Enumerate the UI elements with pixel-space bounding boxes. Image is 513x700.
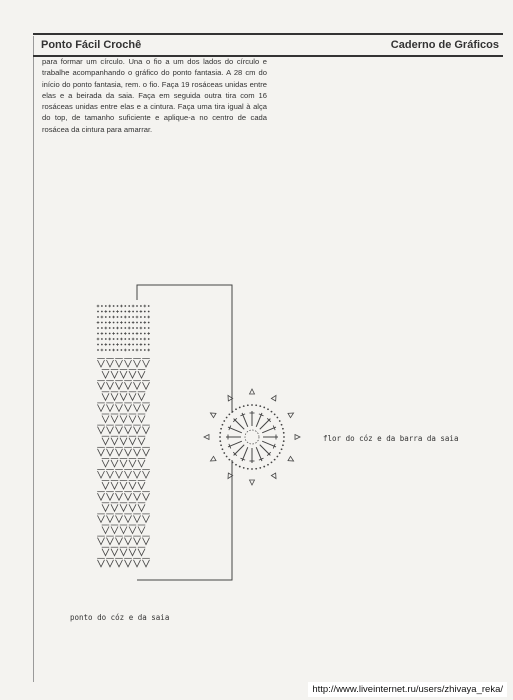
stitch-fan [107,449,114,456]
stitch-dot [97,316,99,318]
stitch-dot [144,316,146,318]
stitch-dot [136,311,138,313]
stitch-fan [102,393,109,400]
stitch-dot [109,349,111,351]
stitch-fan [143,493,150,500]
stitch-dot [101,344,103,346]
stitch-fan [111,416,118,423]
stitch-dot [144,333,146,335]
instructions-paragraph: para formar um círculo. Una o fio a um dos lados do círculo e trabalhe acompanhando o gráfico do ponto fantasia. A 28 cm do início do ponto fantasia, rem. o fio. Faça 19 rosáceas unidas entre elas e a beirada da saia. Faça em seguida outra tira com 16 rosáceas unidas entre elas e a cintura. Faça uma tira igual à alça do top, de tamanho suficiente e aplique-a no centro de cada rosácea da cintura para amarrar. [42,57,267,134]
stitch-fan [98,515,105,522]
stitch-dot [117,316,119,318]
flower-picot [209,456,216,463]
flower-chain-dot [263,407,265,409]
stitch-fan [138,438,145,445]
stitch-fan [138,371,145,378]
flower-chain-dot [259,405,261,407]
stitch-dot [136,305,138,307]
stitch-fan [125,449,132,456]
flower-chain-dot [228,459,230,461]
stitch-dot [117,349,119,351]
stitch-dot [132,344,134,346]
stitch-dot [101,322,103,324]
stitch-fan [120,393,127,400]
flower-picot [288,456,295,463]
stitch-fan [138,527,145,534]
stitch-dot [113,305,115,307]
flower-chain-dot [226,417,228,419]
flower-chain-dot [251,404,253,406]
flower-chain-dot [255,468,257,470]
stitch-dot [148,338,150,340]
stitch-fan [98,538,105,545]
flower-chain-dot [279,452,281,454]
stitch-dot [109,311,111,313]
stitch-fan [125,515,132,522]
stitch-dot [121,327,123,329]
flower-chain-dot [283,440,285,442]
flower-picot [250,389,255,394]
flower-picot [204,435,209,440]
stitch-fan [134,560,141,567]
flower-chain-dot [271,461,273,463]
stitch-fan [125,382,132,389]
stitch-fan [125,560,132,567]
flower-picot [288,411,295,418]
stitch-dot [136,322,138,324]
stitch-dot [132,333,134,335]
stitch-fan [134,471,141,478]
stitch-fan [116,560,123,567]
flower-center-ring [245,430,259,444]
stitch-dot [148,311,150,313]
stitch-dot [97,333,99,335]
stitch-dot [136,338,138,340]
flower-caption: flor do cóz e da barra da saia [323,434,459,443]
flower-chain-dot [263,466,265,468]
stitch-fan [129,371,136,378]
flower-chain-dot [235,464,237,466]
stitch-fan [116,404,123,411]
flower-chain-dot [219,436,221,438]
stitch-fan [102,482,109,489]
header-right-title: Caderno de Gráficos [390,39,499,51]
stitch-dot [117,305,119,307]
flower-chain-dot [239,407,241,409]
stitch-dot [97,311,99,313]
stitch-fan [107,515,114,522]
band-caption: ponto do cóz e da saia [70,613,170,622]
stitch-fan [107,560,114,567]
stitch-fan [129,438,136,445]
stitch-dot [117,338,119,340]
flower-picot [250,480,255,485]
stitch-dot [128,322,130,324]
stitch-fan [116,382,123,389]
stitch-fan [125,538,132,545]
flower-picot [271,473,278,480]
stitch-dot [140,316,142,318]
flower-chain-dot [235,408,237,410]
stitch-dot [140,322,142,324]
stitch-fan [120,371,127,378]
stitch-fan [111,371,118,378]
flower-chain-dot [223,420,225,422]
stitch-dot [140,349,142,351]
stitch-dot [128,305,130,307]
stitch-dot [140,305,142,307]
stitch-fan [134,382,141,389]
stitch-fan [107,471,114,478]
stitch-dot [128,349,130,351]
flower-chain-dot [223,452,225,454]
stitch-dot [124,338,126,340]
stitch-fan [125,427,132,434]
stitch-dot [105,333,107,335]
stitch-fan [107,493,114,500]
flower-chain-dot [283,432,285,434]
stitch-fan [120,527,127,534]
stitch-dot [144,344,146,346]
flower-picot [209,411,216,418]
stitch-fan [129,416,136,423]
flower-chain-dot [281,424,283,426]
flower-chain-dot [247,404,249,406]
stitch-dot [101,338,103,340]
stitch-fan [143,382,150,389]
stitch-dot [97,327,99,329]
stitch-fan [102,438,109,445]
flower-chain-dot [282,444,284,446]
flower-picot [295,435,300,440]
stitch-fan [111,460,118,467]
stitch-dot [132,311,134,313]
stitch-fan [116,538,123,545]
stitch-dot [148,305,150,307]
stitch-fan [107,382,114,389]
stitch-fan [98,427,105,434]
stitch-fan [111,527,118,534]
stitch-dot [124,344,126,346]
stitch-dot [140,338,142,340]
flower-chain-dot [276,417,278,419]
stitch-dot [109,344,111,346]
stitch-dot [124,311,126,313]
stitch-fan [134,538,141,545]
stitch-fan [107,360,114,367]
stitch-dot [148,344,150,346]
stitch-dot [101,327,103,329]
stitch-fan [143,449,150,456]
stitch-fan [138,460,145,467]
stitch-dot [121,316,123,318]
stitch-dot [128,333,130,335]
stitch-fan [102,504,109,511]
stitch-dot [121,349,123,351]
stitch-fan [116,515,123,522]
stitch-fan [143,560,150,567]
stitch-fan [138,416,145,423]
stitch-dot [128,338,130,340]
stitch-dot [105,316,107,318]
connector-top-line [137,285,232,413]
header-left-title: Ponto Fácil Crochê [41,39,142,51]
flower-chain-dot [271,411,273,413]
stitch-dot [132,327,134,329]
stitch-fan [116,427,123,434]
stitch-dot [148,327,150,329]
stitch-fan [102,549,109,556]
stitch-fan [125,360,132,367]
stitch-dot [105,305,107,307]
stitch-fan [129,482,136,489]
flower-picot [271,394,278,401]
stitch-dot [132,349,134,351]
stitch-fan [138,549,145,556]
flower-chain-dot [276,456,278,458]
stitch-dot [117,333,119,335]
stitch-fan [111,549,118,556]
stitch-dot [109,333,111,335]
stitch-dot [144,327,146,329]
stitch-fan [129,504,136,511]
stitch-fan [111,393,118,400]
stitch-dot [101,305,103,307]
flower-chain-dot [251,468,253,470]
stitch-fan [143,538,150,545]
stitch-fan [125,404,132,411]
stitch-fan [138,504,145,511]
stitch-dot [128,316,130,318]
stitch-fan [111,504,118,511]
stitch-fan [102,527,109,534]
flower-chain-dot [232,461,234,463]
stitch-dot [124,322,126,324]
band-stitch-chart [97,305,150,567]
flower-chain-dot [243,405,245,407]
stitch-dot [117,322,119,324]
stitch-fan [107,427,114,434]
flower-chain-dot [222,424,224,426]
stitch-fan [143,471,150,478]
stitch-fan [107,404,114,411]
stitch-dot [132,316,134,318]
stitch-fan [111,482,118,489]
stitch-fan [143,515,150,522]
stitch-dot [124,305,126,307]
stitch-fan [134,515,141,522]
flower-chain-dot [222,448,224,450]
stitch-dot [144,311,146,313]
stitch-dot [140,333,142,335]
connector-lines [137,285,232,580]
stitch-dot [124,327,126,329]
stitch-fan [143,360,150,367]
stitch-fan [98,404,105,411]
stitch-fan [102,460,109,467]
stitch-dot [121,333,123,335]
stitch-fan [116,360,123,367]
stitch-dot [136,327,138,329]
stitch-fan [134,360,141,367]
stitch-dot [101,311,103,313]
flower-chain-dot [274,459,276,461]
stitch-fan [129,460,136,467]
stitch-fan [120,504,127,511]
flower-chain-dot [279,420,281,422]
flower-chain-dot [259,467,261,469]
stitch-dot [109,316,111,318]
stitch-dot [105,338,107,340]
flower-chain-dot [219,432,221,434]
stitch-fan [98,360,105,367]
stitch-fan [129,549,136,556]
flower-chain-dot [267,464,269,466]
stitch-dot [148,322,150,324]
stitch-fan [134,404,141,411]
stitch-dot [113,344,115,346]
flower-chain-dot [255,404,257,406]
stitch-fan [120,460,127,467]
flower-chain-dot [220,428,222,430]
stitch-fan [143,427,150,434]
stitch-dot [109,327,111,329]
stitch-fan [120,416,127,423]
stitch-fan [129,393,136,400]
stitch-fan [116,471,123,478]
connector-bottom-line [137,460,232,580]
flower-chain-dot [281,448,283,450]
stitch-fan [134,449,141,456]
flower-chain-dot [226,456,228,458]
stitch-fan [120,549,127,556]
stitch-fan [98,471,105,478]
stitch-fan [125,493,132,500]
flower-chain-dot [243,467,245,469]
stitch-dot [97,344,99,346]
flower-chain-dot [228,413,230,415]
flower-chain-dot [282,428,284,430]
stitch-fan [116,449,123,456]
stitch-fan [98,560,105,567]
stitch-fan [98,449,105,456]
stitch-dot [113,311,115,313]
stitch-fan [116,493,123,500]
stitch-fan [138,482,145,489]
stitch-dot [113,327,115,329]
flower-chain-dot [232,411,234,413]
stitch-dot [105,349,107,351]
flower-chain-dot [219,440,221,442]
stitch-fan [125,471,132,478]
flower-chain-dot [267,408,269,410]
flower-chain-dot [247,468,249,470]
stitch-fan [102,416,109,423]
flower-stitch-chart [204,389,300,485]
stitch-fan [107,538,114,545]
stitch-dot [121,311,123,313]
flower-chain-dot [220,444,222,446]
stitch-fan [138,393,145,400]
stitch-fan [129,527,136,534]
stitch-fan [111,438,118,445]
stitch-dot [113,338,115,340]
stitch-dot [121,344,123,346]
footer-url: http://www.liveinternet.ru/users/zhivaya_reka/ [308,682,507,697]
stitch-fan [120,438,127,445]
stitch-dot [136,344,138,346]
stitch-fan [143,404,150,411]
flower-chain-dot [239,466,241,468]
stitch-dot [144,349,146,351]
stitch-dot [97,349,99,351]
flower-chain-dot [283,436,285,438]
stitch-dot [105,322,107,324]
stitch-dot [113,322,115,324]
flower-chain-dot [274,413,276,415]
stitch-fan [98,493,105,500]
stitch-fan [134,493,141,500]
stitch-fan [98,382,105,389]
stitch-fan [102,371,109,378]
stitch-fan [120,482,127,489]
stitch-fan [134,427,141,434]
